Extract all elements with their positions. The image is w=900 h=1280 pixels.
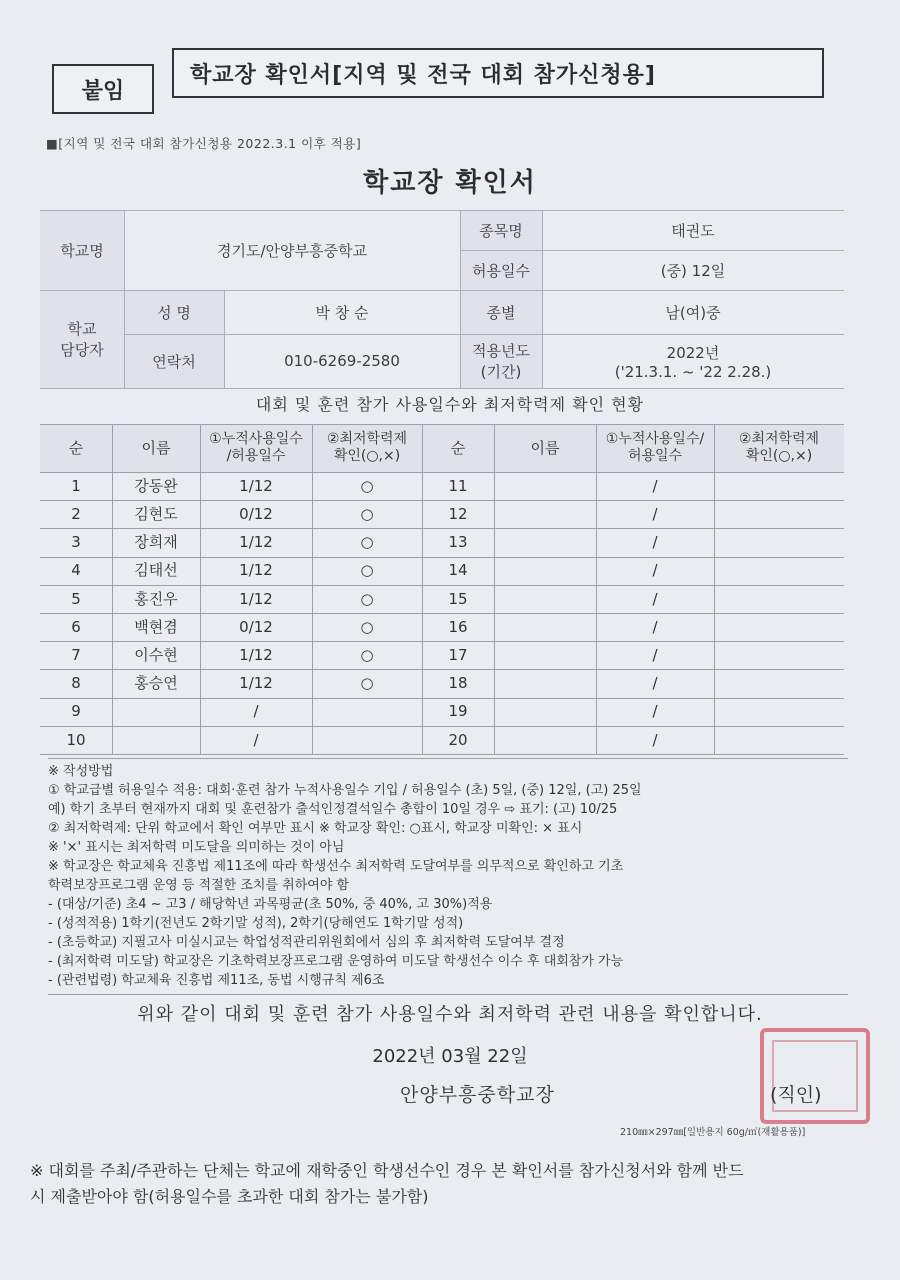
- left-row-name: 강동완: [134, 476, 178, 495]
- seal-mark: (직인): [770, 1084, 822, 1106]
- confirmation-statement: 위와 같이 대회 및 훈련 참가 사용일수와 최저학력 관련 내용을 확인합니다.: [137, 1004, 763, 1025]
- left-row-days: 0/12: [239, 617, 273, 636]
- left-row-no: 1: [71, 476, 81, 495]
- right-row-check: [714, 557, 844, 585]
- manager-label-line2: 담당자: [60, 341, 104, 359]
- instruction-line: - (관련법령) 학교체육 진흥법 제11조, 동법 시행규칙 제6조: [48, 973, 385, 988]
- right-row-days: /: [652, 561, 658, 580]
- left-row-check: ○: [360, 674, 374, 693]
- left-row-days: /: [253, 702, 259, 721]
- right-row-name: [494, 528, 596, 556]
- right-row-check: [714, 669, 844, 697]
- left-row-days: 1/12: [239, 645, 273, 664]
- header-days-left-line2: /허용일수: [226, 448, 286, 464]
- left-row-name: 홍승연: [134, 674, 178, 693]
- event-label: 종목명: [479, 221, 523, 240]
- header-days-left-line1: ①누적사용일수: [209, 430, 303, 447]
- right-row-no: 12: [448, 504, 468, 523]
- attachment-label: 붙임: [52, 64, 154, 114]
- left-row-no: 3: [71, 533, 81, 552]
- header-name-right: 이름: [530, 438, 560, 457]
- header-check-left-line2: 확인(○,×): [333, 448, 401, 464]
- header-days-right-line1: ①누적사용일수/: [605, 430, 705, 447]
- right-row-name: [494, 500, 596, 528]
- left-row-no: 5: [71, 589, 81, 608]
- left-row-name: 이수현: [134, 645, 178, 664]
- header-name-left: 이름: [141, 438, 171, 457]
- person-name-label: 성 명: [157, 303, 191, 322]
- left-row-check: [312, 698, 422, 726]
- header-days-right: [596, 424, 714, 472]
- left-row-days: /: [253, 730, 259, 749]
- header-check-right-line1: ②최저학력제: [738, 430, 820, 447]
- left-row-no: 7: [71, 645, 81, 664]
- manager-label-line1: 학교: [67, 320, 97, 338]
- right-row-days: /: [652, 730, 658, 749]
- left-row-no: 10: [66, 730, 86, 749]
- left-row-days: 1/12: [239, 561, 273, 580]
- left-row-no: 9: [71, 702, 81, 721]
- left-row-days: 1/12: [239, 476, 273, 495]
- form-title: 학교장 확인서[지역 및 전국 대회 참가신청용]: [172, 48, 824, 98]
- instruction-line: ※ '×' 표시는 최저학력 미도달을 의미하는 것이 아님: [48, 840, 345, 855]
- left-row-no: 6: [71, 617, 81, 636]
- left-row-check: ○: [360, 645, 374, 664]
- instruction-line: - (성적적용) 1학기(전년도 2학기말 성적), 2학기(당해연도 1학기말 성적): [48, 916, 464, 931]
- instruction-line: ② 최저학력제: 단위 학교에서 확인 여부만 표시 ※ 학교장 확인: ○표시, 학교장 미확인: × 표시: [48, 821, 583, 836]
- header-days-left: [200, 424, 312, 472]
- right-row-check: [714, 500, 844, 528]
- right-row-check: [714, 641, 844, 669]
- right-row-days: /: [652, 702, 658, 721]
- document-title: 학교장 확인서: [363, 168, 537, 198]
- category-label: 종별: [486, 303, 516, 322]
- instruction-line: 학력보장프로그램 운영 등 적절한 조치를 취하여야 함: [48, 878, 350, 893]
- instruction-line: - (대상/기준) 초4 ~ 고3 / 해당학년 과목평균(초 50%, 중 40%, 고 30%)적용: [48, 897, 493, 912]
- year-label: [460, 334, 542, 388]
- left-row-name: 홍진우: [134, 589, 178, 608]
- right-row-days: /: [652, 674, 658, 693]
- right-row-days: /: [652, 476, 658, 495]
- left-row-name: 김태선: [134, 561, 178, 580]
- left-row-days: 0/12: [239, 504, 273, 523]
- right-row-days: /: [652, 589, 658, 608]
- left-row-name: 장희재: [134, 533, 178, 552]
- year-value: [542, 334, 844, 388]
- left-row-days: 1/12: [239, 589, 273, 608]
- right-row-name: [494, 641, 596, 669]
- right-row-name: [494, 698, 596, 726]
- left-row-days: 1/12: [239, 674, 273, 693]
- left-row-name: [112, 698, 200, 726]
- year-text: 2022년: [666, 343, 720, 362]
- left-row-no: 2: [71, 504, 81, 523]
- right-row-no: 11: [448, 476, 468, 495]
- category-value: 남(여)중: [665, 303, 721, 322]
- manager-label: [40, 290, 124, 388]
- right-row-name: [494, 585, 596, 613]
- period-text: ('21.3.1. ~ '22 2.28.): [614, 362, 772, 381]
- school-name: 경기도/안양부흥중학교: [217, 241, 367, 260]
- right-row-name: [494, 472, 596, 500]
- instructions: [48, 762, 858, 990]
- status-table: [40, 424, 844, 754]
- year-label-line2: (기간): [480, 363, 522, 381]
- right-row-no: 13: [448, 533, 468, 552]
- instruction-line: 예) 학기 초부터 현재까지 대회 및 훈련참가 출석인정결석일수 총합이 10일 경우 ⇨ 표기: (고) 10/25: [48, 802, 618, 817]
- status-title: 대회 및 훈련 참가 사용일수와 최저학력제 확인 현황: [255, 395, 645, 414]
- right-row-name: [494, 613, 596, 641]
- school-name-label: 학교명: [60, 241, 104, 260]
- header-days-right-line2: 허용일수: [627, 448, 683, 464]
- left-row-no: 4: [71, 561, 81, 580]
- instruction-line: ① 학교급별 허용일수 적용: 대회·훈련 참가 누적사용일수 기입 / 허용일수 (초) 5일, (중) 12일, (고) 25일: [48, 783, 642, 798]
- info-table: [40, 210, 844, 388]
- footer-note: [30, 1158, 870, 1210]
- right-row-no: 16: [448, 617, 468, 636]
- left-row-check: ○: [360, 476, 374, 495]
- paper-spec: 210㎜×297㎜[일반용지 60g/㎡(재활용품)]: [620, 1127, 806, 1138]
- issue-date: 2022년 03월 22일: [372, 1046, 528, 1067]
- footer-line: ※ 대회를 주최/주관하는 단체는 학교에 재학중인 학생선수인 경우 본 확인서를 참가신청서와 함께 반드: [30, 1161, 744, 1180]
- right-row-name: [494, 557, 596, 585]
- right-row-no: 17: [448, 645, 468, 664]
- allowed-days-label: 허용일수: [472, 261, 530, 280]
- event-value: 태권도: [671, 221, 715, 240]
- person-name: 박 창 순: [315, 303, 369, 322]
- right-row-check: [714, 472, 844, 500]
- instruction-line: ※ 작성방법: [48, 764, 114, 779]
- contact-value: 010-6269-2580: [284, 352, 400, 370]
- right-row-days: /: [652, 645, 658, 664]
- left-row-check: ○: [360, 533, 374, 552]
- allowed-days-value: (중) 12일: [660, 261, 726, 280]
- left-row-check: ○: [360, 561, 374, 580]
- right-row-name: [494, 726, 596, 754]
- header-check-left: [312, 424, 422, 472]
- instruction-line: - (초등학교) 지필고사 미실시교는 학업성적관리위원회에서 심의 후 최저학력 도달여부 결정: [48, 935, 565, 950]
- right-row-check: [714, 528, 844, 556]
- left-row-check: ○: [360, 617, 374, 636]
- left-row-no: 8: [71, 674, 81, 693]
- right-row-check: [714, 585, 844, 613]
- principal-title: 안양부흥중학교장: [400, 1084, 555, 1106]
- instruction-line: - (최저학력 미도달) 학교장은 기초학력보장프로그램 운영하여 미도달 학생선수 이수 후 대회참가 가능: [48, 954, 624, 969]
- contact-label: 연락처: [152, 352, 196, 371]
- right-row-no: 15: [448, 589, 468, 608]
- left-row-name: 김현도: [134, 504, 178, 523]
- grid-row-line: [40, 754, 844, 755]
- left-row-days: 1/12: [239, 533, 273, 552]
- left-row-check: [312, 726, 422, 754]
- instruction-line: ※ 학교장은 학교체육 진흥법 제11조에 따라 학생선수 최저학력 도달여부를 의무적으로 확인하고 기초: [48, 859, 624, 874]
- left-row-check: ○: [360, 589, 374, 608]
- right-row-check: [714, 698, 844, 726]
- right-row-days: /: [652, 617, 658, 636]
- right-row-name: [494, 669, 596, 697]
- right-row-days: /: [652, 504, 658, 523]
- footer-line: 시 제출받아야 함(허용일수를 초과한 대회 참가는 불가함): [30, 1187, 429, 1206]
- right-row-no: 20: [448, 730, 468, 749]
- header-check-right: [714, 424, 844, 472]
- right-row-no: 19: [448, 702, 468, 721]
- official-seal-stamp: [760, 1028, 870, 1124]
- right-row-check: [714, 613, 844, 641]
- header-check-left-line1: ②최저학력제: [326, 430, 408, 447]
- left-row-check: ○: [360, 504, 374, 523]
- header-check-right-line2: 확인(○,×): [745, 448, 813, 464]
- right-row-days: /: [652, 533, 658, 552]
- right-row-no: 18: [448, 674, 468, 693]
- applicability-note: ■[지역 및 전국 대회 참가신청용 2022.3.1 이후 적용]: [46, 136, 362, 151]
- year-label-line1: 적용년도: [472, 342, 530, 360]
- header-no-left: 순: [68, 438, 84, 457]
- right-row-no: 14: [448, 561, 468, 580]
- right-row-check: [714, 726, 844, 754]
- left-row-name: [112, 726, 200, 754]
- left-row-name: 백현겸: [134, 617, 178, 636]
- header-no-right: 순: [450, 438, 466, 457]
